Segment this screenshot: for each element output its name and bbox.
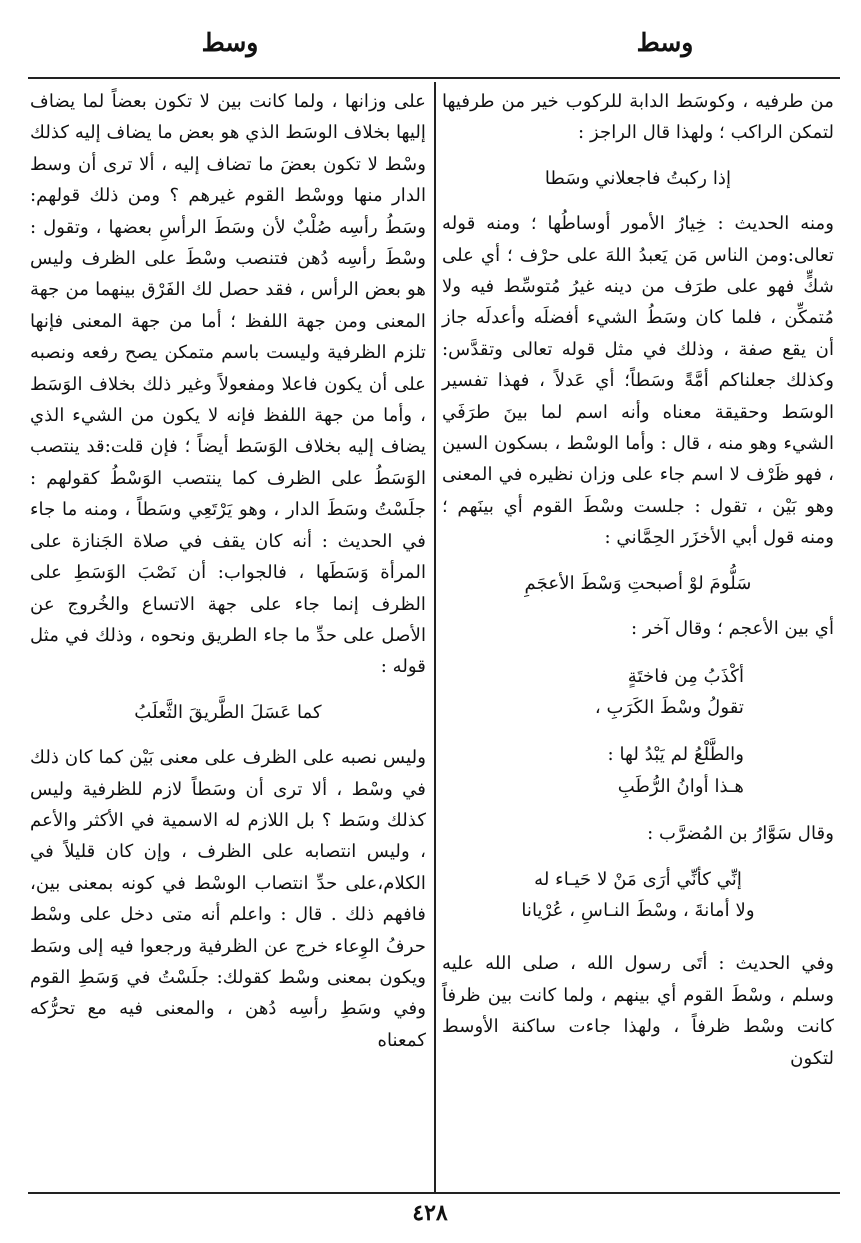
right-paragraph-2: ومنه الحديث : خِيارُ الأمور أوساطُها ؛ ومنه قوله تعالى:ومن الناس مَن يَعبدُ اللهَ على حرْف ؛ أي على شكٍّ فهو على طرَف من دينه غيرُ مُتوسِّط فيه ولا مُتمكِّن ، فلما كان وسَطُ الشيء أفضلَه وأعدلَه جاز أن يقع صفة ، وذلك في مثل قوله تعالى وتقدَّس: وكذلك جعلناكم أمَّةً وسَطاً؛ أي عَدلاً ، فهذا تفسير الوسَط وحقيقة معناه وأنه اسم لما بينَ طرَفَي الشيء وهو منه ، قال : وأما الوسْط ، بسكون السين ، فهو ظَرْف لا اسم جاء على وزان نظيره في المعنى وهو بَيْن ، تقول : جلست وسْطَ القوم أي بينَهم ؛ ومنه قول أبي الأخزَر الحِمَّاني : (442, 213, 834, 549)
header-title-left: وسط (201, 28, 259, 57)
right-column (442, 86, 834, 1074)
right-verse-3-line-2: تقولُ وسْطَ الكَرَبِ ، (594, 696, 744, 718)
bottom-rule (28, 1192, 840, 1194)
left-paragraph-2: وليس نصبه على الظرف على معنى بَيْن كما كان ذلك في وسْط ، ألا ترى أن وسَطاً لازم للظرفية وليس كذلك وسَط ؟ بل اللازم له الاسمية في الأكثر والأعم ، وليس انتصابه على الظرف ، وإن كان قليلاً في الكلام،على حدِّ انتصاب الوسْط في كونه بمعنى بين، فافهم ذلك . قال : واعلم أنه متى دخل على وسْط حرفُ الوِعاء خرج عن الظرفية ورجعوا فيه إلى وسَط ويكون بمعنى وسْط كقولك: جلَسْتُ في وَسَطِ القوم وفي وسَطِ رأسِه دُهن ، والمعنى فيه مع تحرُّكه كمعناه (30, 747, 426, 1051)
left-paragraph-1: على وزانها ، ولما كانت بين لا تكون بعضاً لما يضاف إليها بخلاف الوسَط الذي هو بعض ما يضاف إليه كذلك وسْط لا تكون بعضَ ما تضاف إليه ، ألا ترى أن وسط الدار منها ووسْط القوم غيرهم ؟ ومن ذلك قولهم: وسَطُ رأسِه صُلْبٌ لأن وسَطَ الرأسِ بعضها ، وتقول : وسْطَ رأسِه دُهن فتنصب وسْطَ على الظرف وليس هو بعض الرأس ، فقد حصل لك الفَرْق بينهما من جهة المعنى ومن جهة اللفظ ؛ أما من جهة المعنى فإنها تلزم الظرفية وليست باسم متمكن يصح رفعه ونصبه على أن يكون فاعلا ومفعولاً وغير ذلك بخلاف الوَسَط ، وأما من جهة اللفظ فإنه لا يكون من الشيء الذي يضاف إليه بخلاف الوَسَط أيضاً ؛ فإن قلت:قد ينتصب الوَسَطُ على الظرف كما ينتصب الوَسْطُ كقولهم : جلَسْتُ وسَطَ الدار ، وهو يَرْتَعِي وسَطاً ، ومنه ما جاء في الحديث : أنه كان يقف في صلاة الجَنازة على المرأة وَسَطَها ، فالجواب: أن نَصْبَ الوَسَطِ على الظرف إنما جاء على جهة الاتساع والخُروج عن الأصل على حدِّ ما جاء الطريق ونحوه ، وذلك في مثل قوله : (30, 91, 426, 678)
right-verse-3-line-4: هـذا أوانُ الرُّطَبِ (617, 775, 744, 797)
right-verse-2: سَلُّومَ لوْ أصبحتِ وَسْطَ الأعجَمِ (524, 572, 752, 594)
right-verse-4-line-1: إنِّي كأنِّي أرَى مَنْ لا حَيـاء له (534, 868, 742, 890)
header-title-right: وسط (636, 28, 694, 57)
right-paragraph-5: وفي الحديث : أتَى رسول الله ، صلى الله عليه وسلم ، وسْطَ القوم أي بينهم ، ولما كانت بين ظرفاً كانت وسْط ظرفاً ، ولهذا جاءت ساكنة الأوسط لتكون (442, 953, 834, 1069)
right-verse-1: إذا ركبتُ فاجعلاني وسَطا (544, 167, 732, 189)
right-verse-3-line-3: والطَّلْعُ لم يَبْدُ لها : (607, 744, 744, 766)
right-paragraph-3: أي بين الأعجم ؛ وقال آخر : (631, 618, 834, 640)
right-verse-4-line-2: ولا أمانةَ ، وسْطَ النـاسِ ، عُرْيانا (521, 899, 755, 921)
page-number: ٤٢٨ (412, 1200, 448, 1226)
right-paragraph-1: من طرفيه ، وكوسَط الدابة للركوب خير من طرفيها لتمكن الراكب ؛ ولهذا قال الراجز : (442, 91, 834, 144)
top-rule (28, 77, 840, 79)
right-paragraph-4: وقال سَوَّارُ بن المُضرَّب : (647, 823, 834, 845)
left-verse-1: كما عَسَلَ الطَّريقَ الثَّعلَبُ (134, 701, 322, 723)
left-column (30, 86, 426, 1056)
column-divider (434, 82, 436, 1192)
right-verse-3-line-1: أكْذَبُ مِن فاختَةٍ (627, 665, 744, 687)
